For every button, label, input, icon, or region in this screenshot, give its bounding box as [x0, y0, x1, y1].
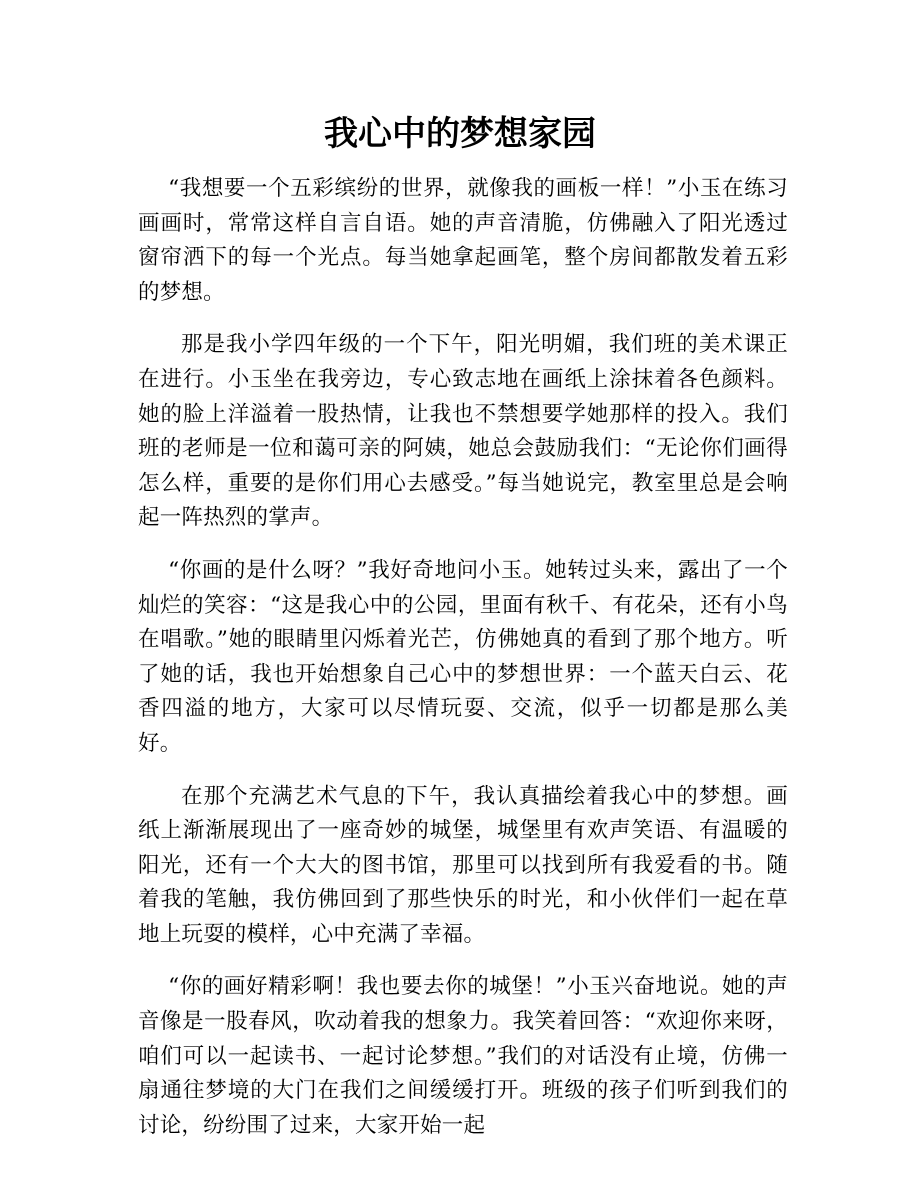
paragraph-5: “你的画好精彩啊！我也要去你的城堡！”小玉兴奋地说。她的声音像是一股春风，吹动着我的想象力。我笑着回答：“欢迎你来呀，咱们可以一起读书、一起讨论梦想。”我们的对话没有止境，仿佛一扇通往梦境的大门在我们之间缓缓打开。班级的孩子们听到我们的讨论，纷纷围了过来，大家开始一起 — [138, 974, 788, 1138]
paragraph-4: 在那个充满艺术气息的下午，我认真描绘着我心中的梦想。画纸上渐渐展现出了一座奇妙的城堡，城堡里有欢声笑语、有温暖的阳光，还有一个大大的图书馆，那里可以找到所有我爱看的书。随着我的笔触，我仿佛回到了那些快乐的时光，和小伙伴们一起在草地上玩耍的模样，心中充满了幸福。 — [138, 783, 788, 947]
document-title: 我心中的梦想家园 — [324, 114, 596, 154]
document-body — [138, 172, 788, 1161]
paragraph-2: 那是我小学四年级的一个下午，阳光明媚，我们班的美术课正在进行。小玉坐在我旁边，专心致志地在画纸上涂抹着各色颜料。她的脸上洋溢着一股热情，让我也不禁想要学她那样的投入。我们班的老师是一位和蔼可亲的阿姨，她总会鼓励我们：“无论你们画得怎么样，重要的是你们用心去感受。”每当她说完，教室里总是会响起一阵热烈的掌声。 — [138, 332, 788, 531]
paragraph-1: “我想要一个五彩缤纷的世界，就像我的画板一样！”小玉在练习画画时，常常这样自言自语。她的声音清脆，仿佛融入了阳光透过窗帘洒下的每一个光点。每当她拿起画笔，整个房间都散发着五彩的梦想。 — [138, 176, 788, 305]
paragraph-3: “你画的是什么呀？”我好奇地问小玉。她转过头来，露出了一个灿烂的笑容：“这是我心中的公园，里面有秋千、有花朵，还有小鸟在唱歌。”她的眼睛里闪烁着光芒，仿佛她真的看到了那个地方。听了她的话，我也开始想象自己心中的梦想世界：一个蓝天白云、花香四溢的地方，大家可以尽情玩耍、交流，似乎一切都是那么美好。 — [138, 557, 788, 756]
